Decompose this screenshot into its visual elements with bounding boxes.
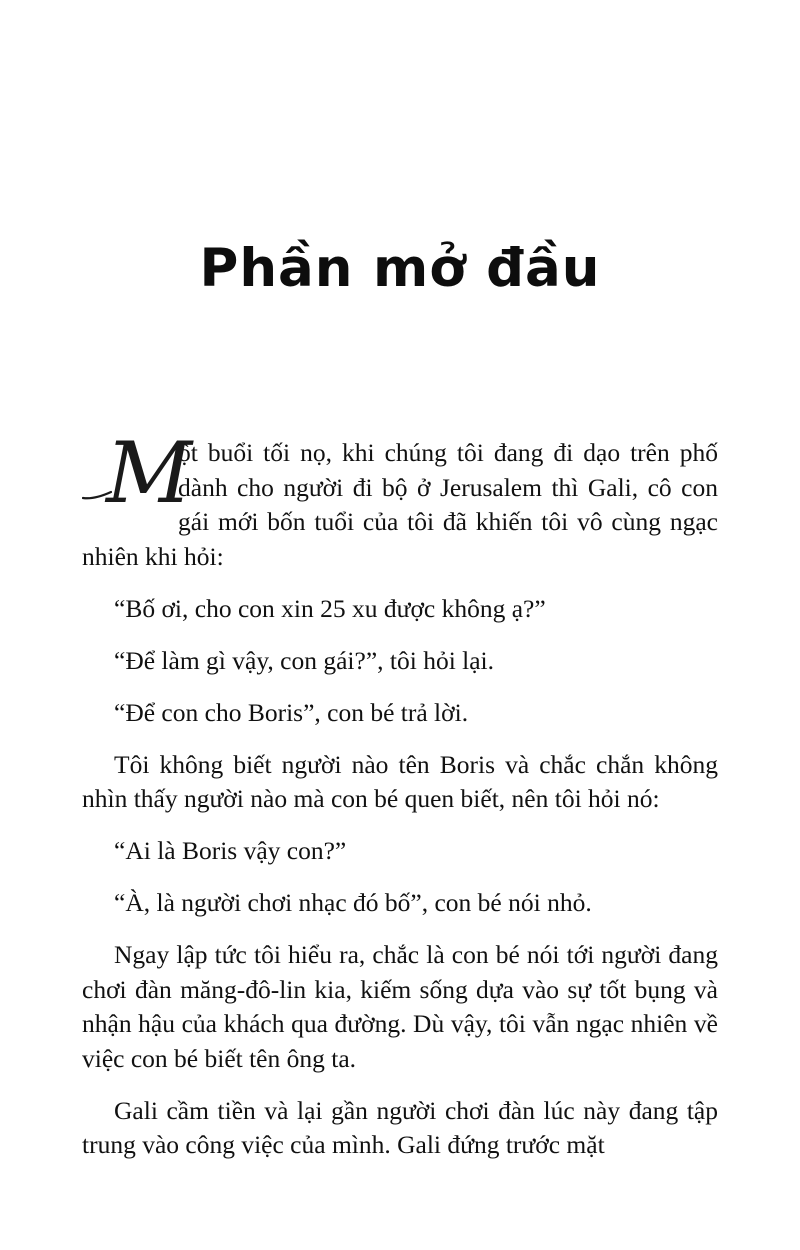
- paragraph: “Để làm gì vậy, con gái?”, tôi hỏi lại.: [114, 645, 495, 675]
- drop-cap: [82, 424, 193, 522]
- chapter-title: Phần mở đầu: [199, 238, 601, 299]
- drop-cap-swash-ornament: [82, 488, 112, 500]
- paragraph: Tôi không biết người nào tên Boris và chắc chắn không nhìn thấy người nào mà con bé quen biết, nên tôi hỏi nó:: [82, 749, 718, 813]
- paragraph: “À, là người chơi nhạc đó bố”, con bé nói nhỏ.: [114, 888, 592, 917]
- paragraph: Gali cầm tiền và lại gần người chơi đàn lúc này đang tập trung vào công việc của mình. Gali đứng trước mặt: [82, 1095, 718, 1159]
- opening-paragraph-text: ột buổi tối nọ, khi chúng tôi đang đi dạo trên phố dành cho người đi bộ ở Jerusalem thì Gali, cô con gái mới bốn tuổi của tôi đã khiến tôi vô cùng ngạc nhiên khi hỏi:: [82, 438, 718, 571]
- paragraph: Ngay lập tức tôi hiểu ra, chắc là con bé nói tới người đang chơi đàn măng-đô-lin kia, kiếm sống dựa vào sự tốt bụng và nhận hậu của khách qua đường. Dù vậy, tôi vẫn ngạc nhiên về việc con bé biết tên ông ta.: [82, 940, 718, 1073]
- drop-cap-letter: M: [106, 424, 193, 522]
- paragraph: “Bố ơi, cho con xin 25 xu được không ạ?”: [114, 593, 546, 623]
- paragraph: “Để con cho Boris”, con bé trả lời.: [114, 697, 469, 727]
- chapter-body: [82, 424, 718, 1180]
- paragraph: “Ai là Boris vậy con?”: [114, 836, 347, 865]
- opening-paragraph: [82, 424, 718, 574]
